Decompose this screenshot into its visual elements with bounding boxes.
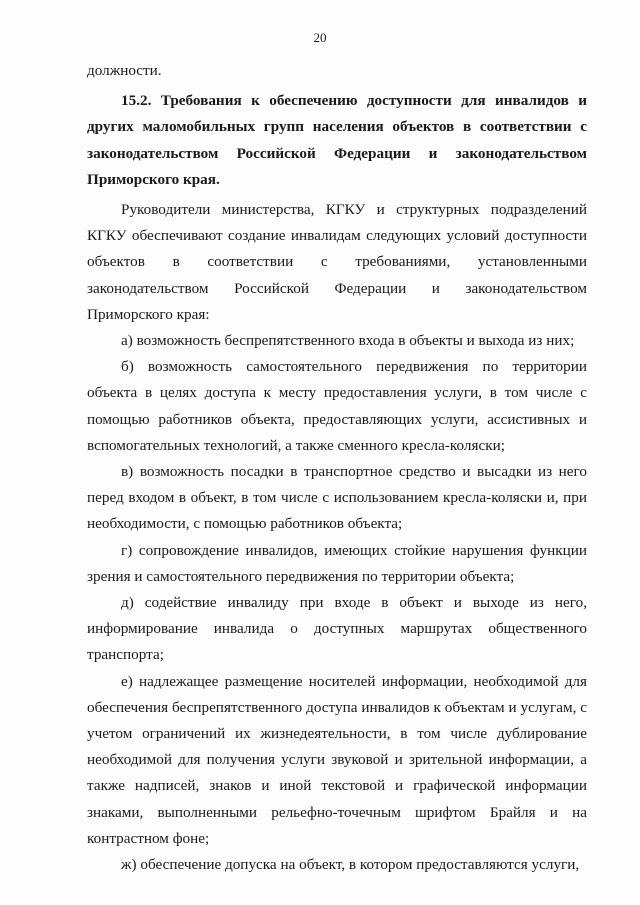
list-item-d: д) содействие инвалиду при входе в объект и выходе из него, информирование инвалида о доступных маршрутах общественного транспорта;	[87, 594, 587, 664]
section-heading: 15.2. Требования к обеспечению доступности для инвалидов и других маломобильных групп населения объектов в соответствии с законодательством Российской Федерации и законодательством Приморского края.	[87, 92, 587, 188]
list-item-a: а) возможность беспрепятственного входа в объекты и выхода из них;	[121, 332, 575, 350]
paragraph-intro: Руководители министерства, КГКУ и структурных подразделений КГКУ обеспечивают создание инвалидам следующих условий доступности объектов в соответствии с требованиями, установленными законодательством Российской Федерации и законодательством Приморского края:	[87, 201, 587, 323]
list-item-e: е) надлежащее размещение носителей информации, необходимой для обеспечения беспрепятственного доступа инвалидов к объектам и услугам, с учетом ограничений их жизнедеятельности, в том числе дублирование необходимой для получения услуги звуковой и зрительной информации, а также надписей, знаков и иной текстовой и графической информации знаками, выполненными рельефно-точечным шрифтом Брайля и на контрастном фоне;	[87, 672, 587, 847]
list-item-b: б) возможность самостоятельного передвижения по территории объекта в целях доступа к месту предоставления услуги, в том числе с помощью работников объекта, предоставляющих услуги, ассистивных и вспомогательных технологий, а также сменного кресла-коляски;	[87, 358, 587, 454]
list-item-v: в) возможность посадки в транспортное средство и высадки из него перед входом в объект, в том числе с использованием кресла-коляски и, при необходимости, с помощью работников объекта;	[87, 463, 587, 533]
page-number: 20	[313, 30, 327, 45]
list-item-g: г) сопровождение инвалидов, имеющих стойкие нарушения функции зрения и самостоятельного передвижения по территории объекта;	[87, 541, 587, 585]
document-body	[87, 58, 587, 878]
paragraph-continuation: должности.	[87, 62, 162, 79]
list-item-zh: ж) обеспечение допуска на объект, в котором предоставляются услуги,	[121, 856, 580, 874]
